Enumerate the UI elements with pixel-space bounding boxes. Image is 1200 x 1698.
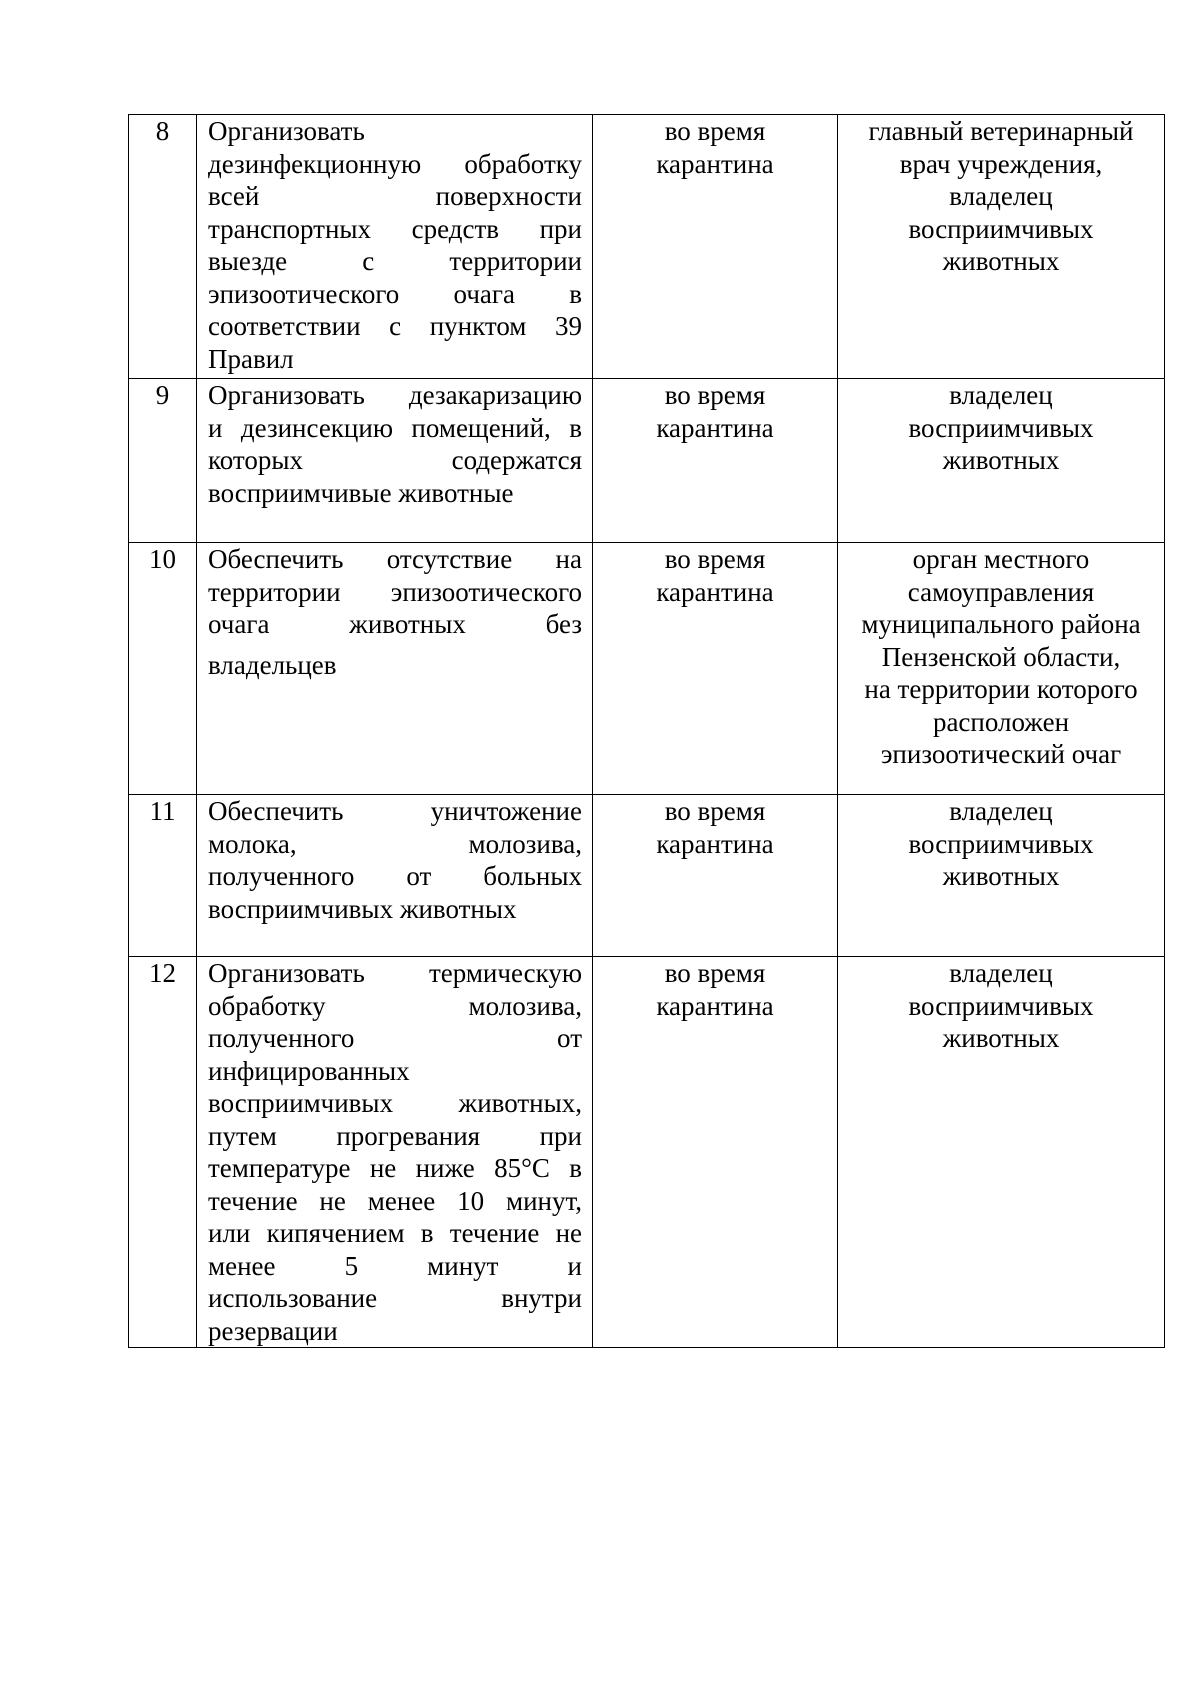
measure-line: эпизоотического очага в [208,278,582,309]
measure-line: Организовать термическую [208,958,582,988]
measure-line: Обеспечить отсутствие на [208,544,582,574]
responsible-line: владелец [949,181,1053,211]
measure-line: соответствии с пунктом 39 [208,311,582,341]
time-line: карантина [656,576,774,607]
row-number-cell [129,795,197,957]
measure-line: полученного от [208,1023,582,1053]
measure-line: обработку молозива, [208,990,582,1021]
table-row [129,795,1165,957]
time-line: во время [664,544,766,574]
table-row [129,957,1165,1348]
measure-line: и дезинсекцию помещений, в [208,412,582,443]
row-number-cell [129,543,197,795]
responsible-cell [838,795,1165,957]
responsible-cell [838,115,1165,379]
row-number-cell [129,379,197,543]
measure-line: всей поверхности [208,181,582,211]
responsible-line: муниципального района [861,609,1141,639]
measure-line: восприимчивые животные [208,477,514,508]
responsible-line: восприимчивых [908,412,1094,443]
row-number: 10 [149,544,176,574]
measure-line: температуре не ниже 85°С в [208,1153,582,1183]
responsible-line: орган местного [912,544,1090,574]
time-line: карантина [656,990,774,1021]
responsible-line: расположен [932,706,1070,737]
measure-line: которых содержатся [208,445,582,475]
measure-line: дезинфекционную обработку [208,148,582,179]
measure-line: транспортных средств при [208,213,582,244]
measure-line: территории эпизоотического [208,576,582,607]
responsible-line: владелец [949,380,1053,410]
table-row [129,379,1165,543]
time-cell [593,115,838,379]
measure-cell [197,795,593,957]
responsible-line: животных [942,445,1060,475]
measure-line: течение не менее 10 минут, [208,1185,582,1216]
responsible-line: животных [942,1023,1060,1053]
responsible-line: восприимчивых [908,213,1094,244]
measure-cell [197,379,593,543]
measure-line: владельцев [208,649,337,680]
responsible-line: владелец [949,796,1053,826]
time-cell [593,379,838,543]
time-line: во время [664,116,766,146]
time-line: карантина [656,412,774,443]
time-cell [593,957,838,1348]
measure-line: использование внутри [208,1283,582,1313]
table-row [129,543,1165,795]
table-body [129,115,1165,1348]
responsible-cell [838,543,1165,795]
measure-line: выезде с территории [208,246,582,276]
measures-table [128,114,1165,1348]
time-cell [593,795,838,957]
measure-line: Организовать [208,116,365,146]
time-cell [593,543,838,795]
table-row [129,115,1165,379]
responsible-line: врач учреждения, [899,148,1103,179]
row-number: 11 [149,796,176,826]
row-number: 9 [155,380,170,410]
responsible-line: восприимчивых [908,990,1094,1021]
measure-cell [197,543,593,795]
measure-cell [197,115,593,379]
row-number: 8 [155,116,170,146]
measure-line: инфицированных [208,1055,410,1086]
measure-line: путем прогревания при [208,1120,582,1151]
responsible-line: восприимчивых [908,828,1094,859]
responsible-line: эпизоотический очаг [880,739,1122,769]
time-line: карантина [656,828,774,859]
responsible-line: животных [942,246,1060,276]
measure-line: резервации [208,1315,338,1346]
row-number-cell [129,115,197,379]
measure-line: Обеспечить уничтожение [208,796,582,826]
measure-line: полученного от больных [208,861,582,891]
responsible-line: на территории которого [864,674,1138,704]
time-line: карантина [656,148,774,179]
measure-line: восприимчивых животных, [208,1088,582,1118]
row-number: 12 [149,958,176,988]
responsible-cell [838,379,1165,543]
measure-line: менее 5 минут и [208,1250,582,1281]
responsible-line: главный ветеринарный [868,116,1134,146]
time-line: во время [664,380,766,410]
measure-line: молока, молозива, [208,828,582,859]
responsible-line: животных [942,861,1060,891]
row-number-cell [129,957,197,1348]
measure-line: или кипячением в течение не [208,1218,582,1248]
measure-line: Организовать дезакаризацию [208,380,582,410]
measure-line: Правил [208,343,294,374]
responsible-line: владелец [949,958,1053,988]
responsible-line: самоуправления [907,576,1095,607]
measure-cell [197,957,593,1348]
responsible-cell [838,957,1165,1348]
time-line: во время [664,958,766,988]
time-line: во время [664,796,766,826]
measure-line: очага животных без [208,609,582,639]
measure-line: восприимчивых животных [208,893,517,924]
responsible-line: Пензенской области, [881,641,1121,672]
